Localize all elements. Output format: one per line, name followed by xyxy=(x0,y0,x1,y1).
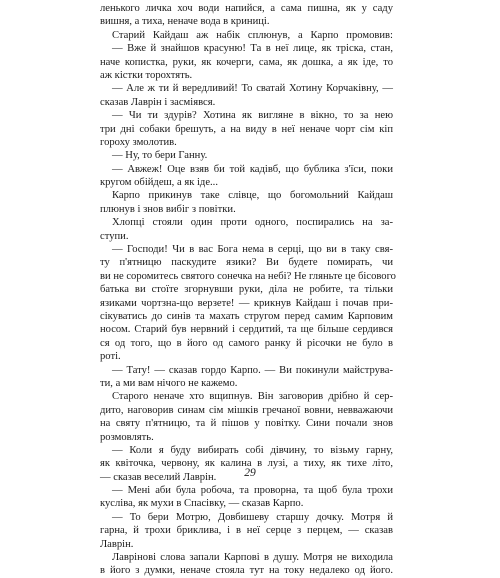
text-line: розмовлять. xyxy=(100,431,154,443)
text-line: — То бери Мотрю, Довбишеву старшу дочку. Мотря й xyxy=(112,511,393,523)
text-line: — Але ж ти й вередливий! То сватай Хотину Корчаківну, — xyxy=(112,83,393,95)
text-line: ти, а ми вам нічого не кажемо. xyxy=(100,377,238,389)
text-line: Лаврінові слова запали Карпові в душу. Мотря не виходила xyxy=(112,552,393,564)
text-line: роті. xyxy=(100,351,121,363)
text-line: Хлопці стояли один проти одного, поспирались на за- xyxy=(112,217,393,229)
text-line: — Авжеж! Оце взяв би той кадівб, що бублика з'їси, поки xyxy=(112,163,393,175)
text-line: три дні собаки брешуть, а на виду в неї неначе чорт сім кіп xyxy=(100,123,393,135)
text-line: — Тату! — сказав гордо Карпо. — Ви покинули майструва- xyxy=(112,364,393,376)
text-line: Старий Кайдаш аж набік сплюнув, а Карпо промовив: xyxy=(112,29,393,41)
text-line: сказав Лаврін і засміявся. xyxy=(100,96,216,108)
text-line: язиками чортзна-що верзете! — крикнув Кайдаш і почав при- xyxy=(100,297,393,309)
text-line: ту п'ятницю паскудите язики? Ви будете помирать, чи xyxy=(100,257,393,269)
text-line: ви не соромитесь святого сонечка на небі? Не гляньте це бісового xyxy=(100,270,396,282)
text-line: гарна, й трохи бриклива, і в неї серце з перцем, — сказав xyxy=(100,525,393,537)
text-line: — Вже й знайшов красуню! Та в неї лице, як тріска, стан, xyxy=(112,43,393,55)
text-line: — Коли я буду вибирать собі дівчину, то візьму гарну, xyxy=(112,444,393,456)
text-line: носом. Старий був нервний і сердитий, та ще більше сердився xyxy=(100,324,393,336)
text-line: Лаврін. xyxy=(100,538,134,550)
text-line: кругом обійдеш, а як іде... xyxy=(100,177,218,189)
text-line: наче копистка, руки, як кочерги, сама, як дошка, а як іде, то xyxy=(100,56,393,68)
page-body-text xyxy=(100,2,396,578)
text-line: — Чи ти здурів? Хотина як вигляне в вікно, то за нею xyxy=(112,110,393,122)
page-number: 29 xyxy=(244,467,256,479)
text-line: ступи. xyxy=(100,230,129,242)
text-line: ленького личка хоч води напийся, а сама пишна, як у саду xyxy=(100,3,393,14)
text-line: Старого неначе хто вщипнув. Він заговорив дрібно й сер- xyxy=(112,391,393,403)
text-line: кусліва, як мухи в Спасівку, — сказав Карпо. xyxy=(100,498,304,510)
text-line: — Мені аби була робоча, та проворна, та щоб була трохи xyxy=(112,485,393,497)
text-line: сікуватись до синів та махать стругом перед самим Карповим xyxy=(100,310,393,322)
text-line: на святу п'ятницю, та й пішов у повітку. Сини почали знов xyxy=(100,418,393,430)
text-line: аж кістки торохтять. xyxy=(100,69,193,81)
text-line: дито, наговорив синам сім мішків гречаної вовни, невважаючи xyxy=(100,404,393,416)
text-line: ся од того, що в його од самого ранку й рісочки не було в xyxy=(100,337,393,349)
text-line: — Ну, то бери Ганну. xyxy=(112,150,208,162)
text-line: батька ви стоїте згорнувши руки, діла не робите, та тільки xyxy=(100,284,393,296)
text-line: плюнув і знов вибіг з повітки. xyxy=(100,203,236,215)
text-line: в його з думки, неначе стояла тут на току недалеко од його. xyxy=(100,565,393,577)
text-line: гороху змолотив. xyxy=(100,136,177,148)
text-line: — сказав веселий Лаврін. xyxy=(100,471,217,483)
text-line: Карпо прикинув таке слівце, що богомольний Кайдаш xyxy=(112,190,393,202)
text-line: вишня, а тиха, неначе вода в криниці. xyxy=(100,16,270,28)
text-line: як квіточка, червону, як калина в лузі, а тиху, як тихе літо, xyxy=(100,458,393,470)
text-line: — Господи! Чи в вас Бога нема в серці, що ви в таку свя- xyxy=(112,244,393,256)
